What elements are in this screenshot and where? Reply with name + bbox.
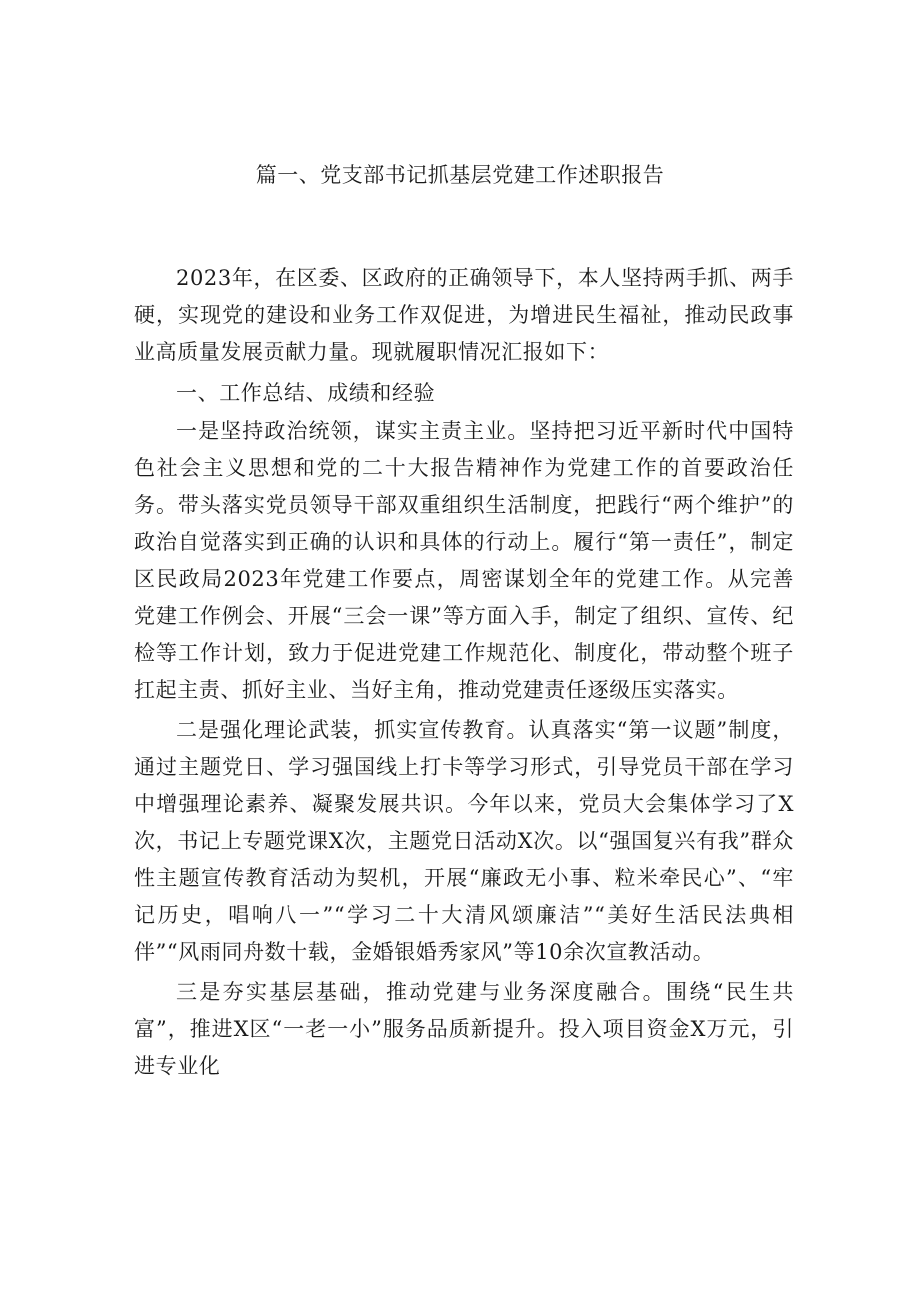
document-body [134, 260, 794, 1088]
document-title: 篇一、党支部书记抓基层党建工作述职报告 [255, 163, 665, 187]
paragraph-theory-education: 二是强化理论武装，抓实宣传教育。认真落实“第一议题”制度，通过主题党日、学习强国线上打卡等学习形式，引导党员干部在学习中增强理论素养、凝聚发展共识。今年以来，党员大会集体学习了X次，书记上专题党课X次，主题党日活动X次。以“强国复兴有我”群众性主题宣传教育活动为契机，开展“廉政无小事、粒米牵民心”、“牢记历史，唱响八一”“学习二十大清风颂廉洁”“美好生活民法典相伴”“风雨同舟数十载，金婚银婚秀家风”等10余次宣教活动。 [134, 718, 794, 964]
intro-paragraph: 2023年，在区委、区政府的正确领导下，本人坚持两手抓、两手硬，实现党的建设和业务工作双促进，为增进民生福祉，推动民政事业高质量发展贡献力量。现就履职情况汇报如下： [134, 266, 794, 364]
paragraph-grassroots-foundation: 三是夯实基层基础，推动党建与业务深度融合。围绕“民生共富”，推进X区“一老一小”服务品质新提升。投入项目资金X万元，引进专业化 [134, 980, 794, 1078]
paragraph-political-leadership: 一是坚持政治统领，谋实主责主业。坚持把习近平新时代中国特色社会主义思想和党的二十大报告精神作为党建工作的首要政治任务。带头落实党员领导干部双重组织生活制度，把践行“两个维护”的政治自觉落实到正确的认识和具体的行动上。履行“第一责任”，制定区民政局2023年党建工作要点，周密谋划全年的党建工作。从完善党建工作例会、开展“三会一课”等方面入手，制定了组织、宣传、纪检等工作计划，致力于促进党建工作规范化、制度化，带动整个班子扛起主责、抓好主业、当好主角，推动党建责任逐级压实落实。 [134, 419, 794, 702]
section-heading: 一、工作总结、成绩和经验 [176, 381, 436, 405]
